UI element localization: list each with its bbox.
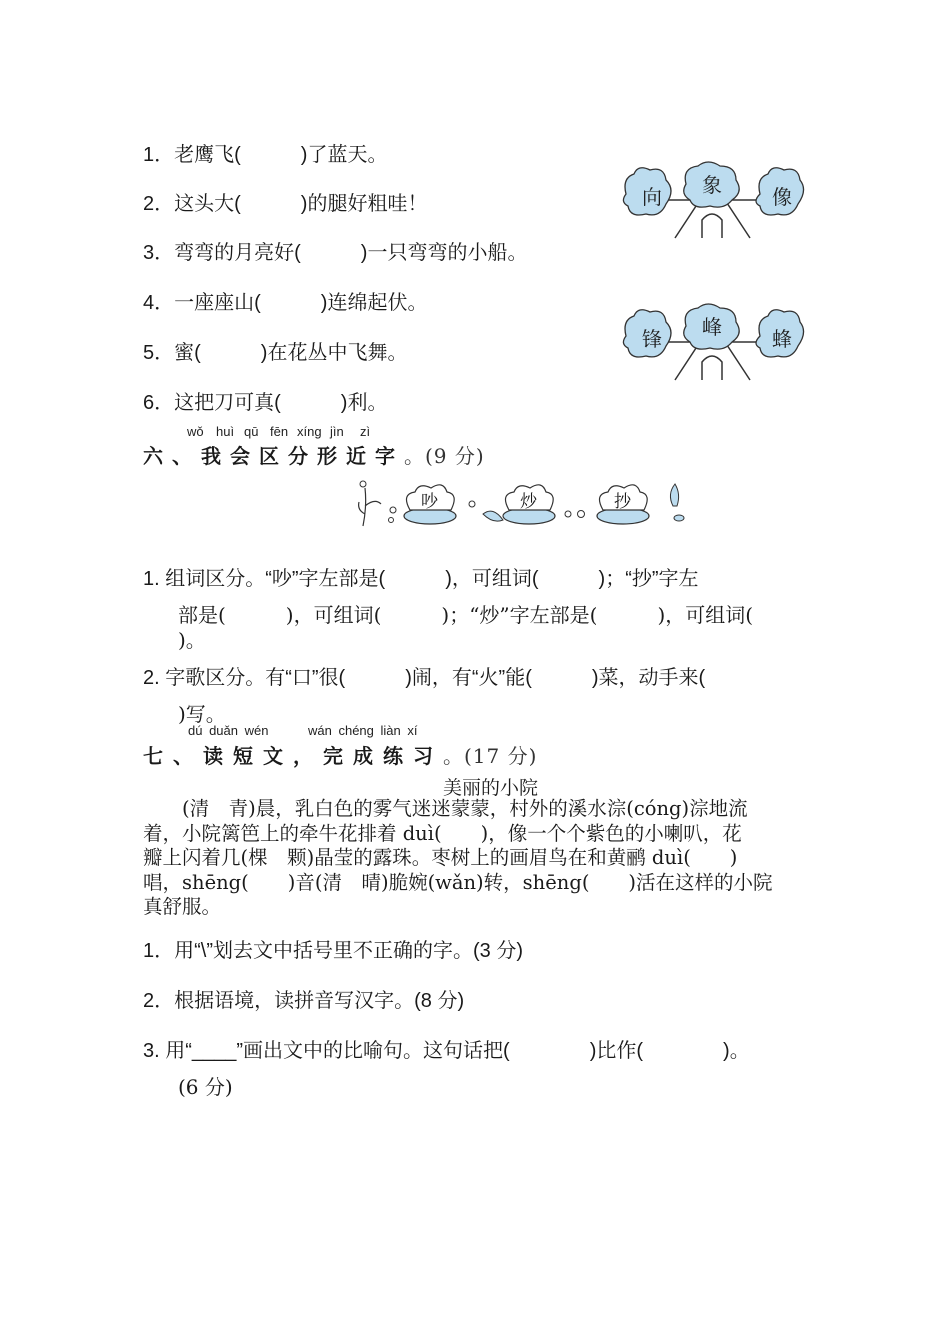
passage-line-1: (清 青)晨，乳白色的雾气迷迷蒙蒙，村外的溪水淙(cóng)淙地流 (143, 797, 748, 820)
passage-body (143, 797, 773, 920)
pinyin-du-duan-wen: dú duǎn wén (188, 723, 269, 738)
passage-line-3: 瓣上闪着几(棵 颗)晶莹的露珠。枣树上的画眉鸟在和黄鹂 duì( ) (143, 846, 738, 869)
part7-q1: 1．用“\”划去文中括号里不正确的字。(3 分) (143, 940, 523, 962)
tree2-left-char: 锋 (642, 327, 662, 351)
pinyin-hui: huì (216, 424, 235, 439)
part6-q1-line3: )。 (178, 628, 206, 652)
flower-char-chao1: 吵 (421, 492, 438, 512)
section-7-score: 。(17 分) (443, 744, 538, 768)
tree1-right-char: 像 (772, 185, 792, 209)
passage-line-2: 着，小院篱笆上的牵牛花排着 duì( )，像一个个紫色的小喇叭，花 (143, 821, 742, 845)
word-tree-1 (620, 160, 805, 242)
flower-char-chao2: 炒 (520, 492, 537, 512)
sentence-4: 4．一座座山( )连绵起伏。 (143, 292, 428, 314)
pinyin-wo: wǒ (187, 424, 204, 439)
pinyin-zi: zì (360, 424, 371, 439)
passage-line-4: 唱，shēng( )音(清 晴)脆婉(wǎn)转，shēng( )活在这样的小院 (143, 870, 773, 894)
sentence-5: 5．蜜( )在花丛中飞舞。 (143, 342, 408, 364)
section-7-heading (143, 740, 537, 769)
sentence-1: 1．老鹰飞( )了蓝天。 (143, 144, 388, 166)
pinyin-qu: qū (244, 424, 259, 439)
part6-q1-line1: 1. 组词区分。“吵”字左部是( )，可组词( )；“抄”字左 (143, 568, 699, 590)
section-7-title: 七、读短文，完成练习 (143, 744, 443, 768)
tree1-left-char: 向 (642, 185, 662, 209)
tree2-right-char: 蜂 (772, 327, 792, 351)
part6-q1-line2: 部是( )，可组词( )；“炒”字左部是( )，可组词( (178, 603, 754, 627)
part7-q3-line2: (6 分) (178, 1075, 233, 1099)
word-tree-2 (620, 302, 805, 384)
sentence-6: 6．这把刀可真( )利。 (143, 392, 388, 414)
part7-q3-line1: 3. 用“____”画出文中的比喻句。这句话把( )比作( )。 (143, 1040, 750, 1062)
sentence-3: 3．弯弯的月亮好( )一只弯弯的小船。 (143, 242, 528, 264)
flower-illustration (355, 476, 690, 532)
part7-q2: 2．根据语境，读拼音写汉字。(8 分) (143, 990, 465, 1012)
tree1-center-char: 象 (702, 173, 722, 197)
part6-q2-line1: 2. 字歌区分。有“口”很( )闹，有“火”能( )菜，动手来( (143, 667, 706, 689)
sentence-2: 2．这头大( )的腿好粗哇！ (143, 193, 428, 215)
flower-char-chao3: 抄 (614, 492, 631, 512)
passage-line-5: 真舒服。 (143, 895, 222, 918)
tree2-center-char: 峰 (702, 315, 722, 339)
part6-q2-line2: )写。 (178, 702, 226, 726)
pinyin-jin: jìn (330, 424, 344, 439)
pinyin-wan-cheng-lian-xi: wán chéng liàn xí (308, 723, 418, 738)
pinyin-xing: xíng (297, 424, 322, 439)
section-6-score: 。(9 分) (404, 444, 485, 468)
section-6-title: 六、我会区分形近字 (143, 444, 404, 468)
section-6-heading (143, 440, 485, 469)
passage-title: 美丽的小院 (443, 778, 539, 799)
pinyin-fen: fēn (270, 424, 289, 439)
